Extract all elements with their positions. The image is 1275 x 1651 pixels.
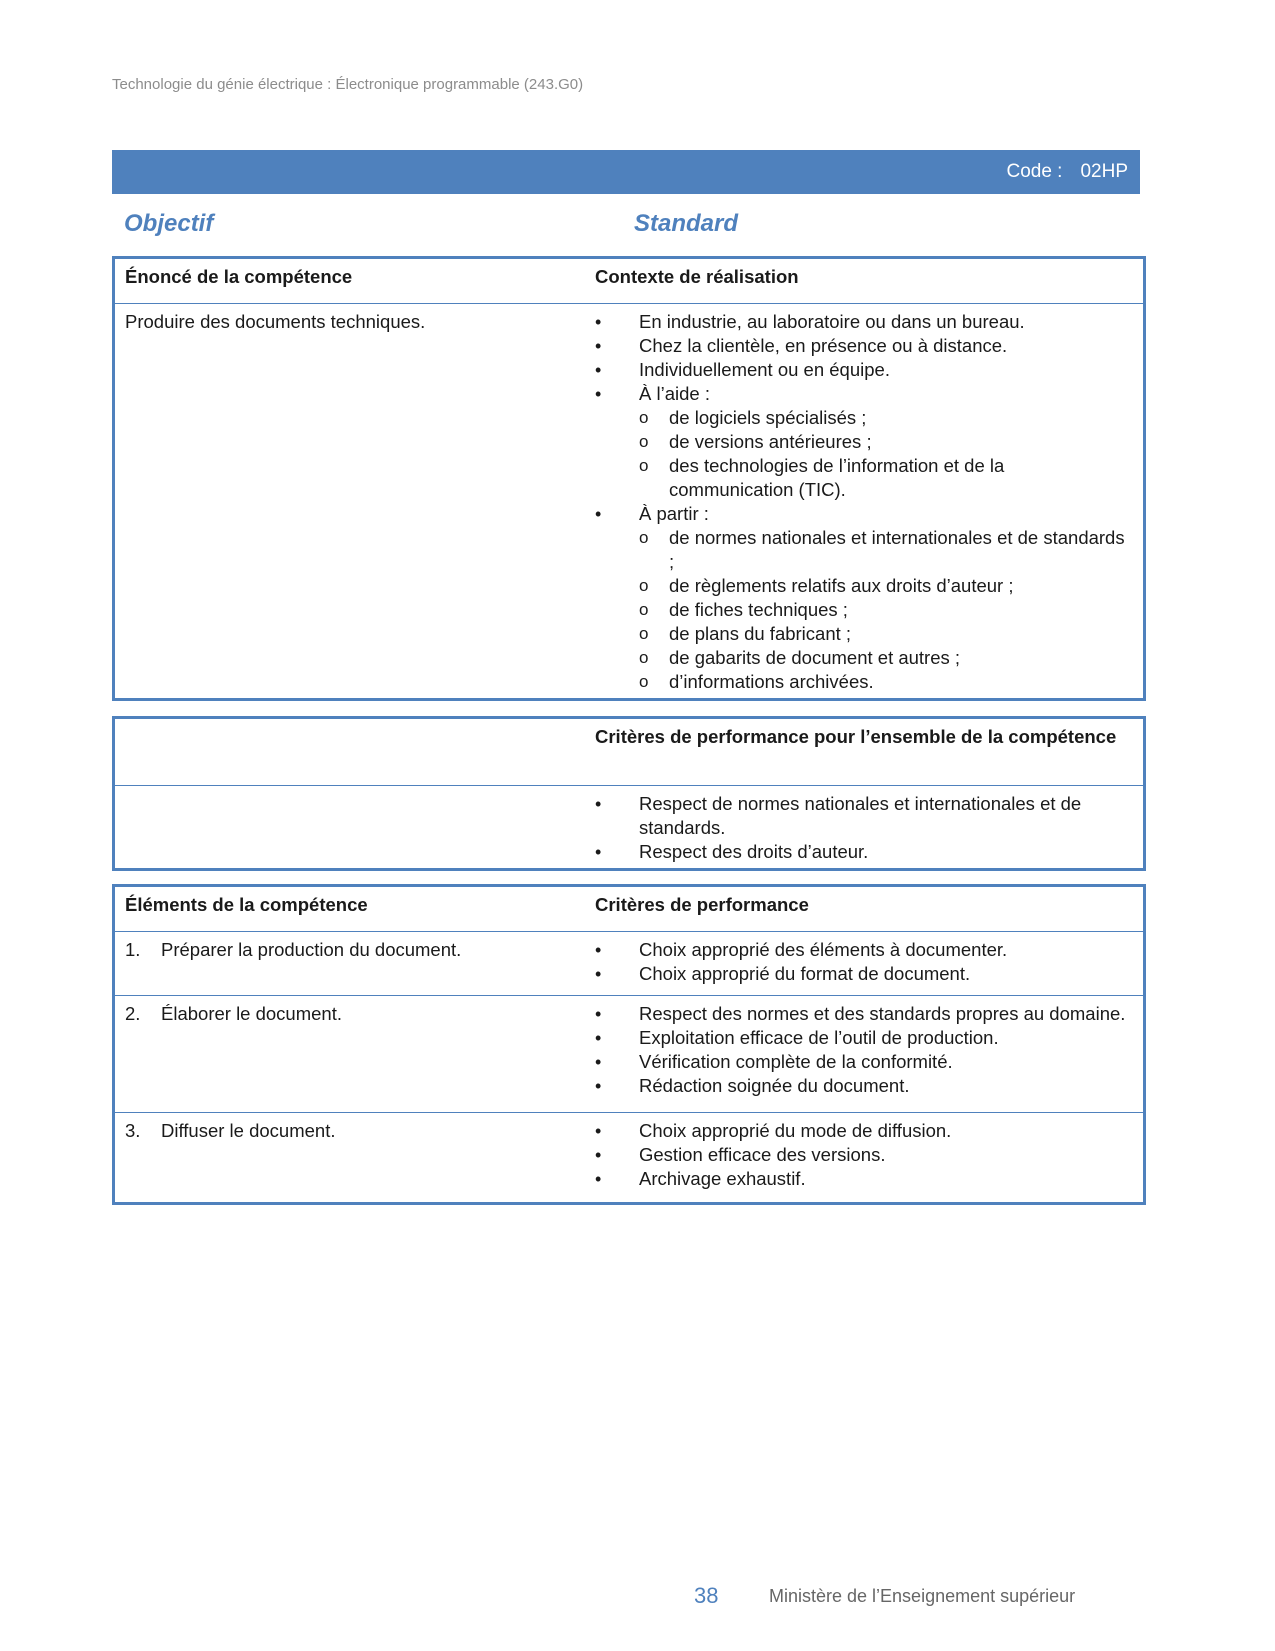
code-banner	[112, 150, 1140, 194]
global-criteria-body-row	[114, 786, 1145, 870]
global-criteria-table	[112, 716, 1146, 871]
section-objective: Objectif	[124, 210, 214, 237]
list-item: • Gestion efficace des versions.	[595, 1143, 1133, 1167]
sub-list-item: o de plans du fabricant ;	[639, 622, 1133, 646]
competence-statement-header: Énoncé de la compétence	[125, 266, 353, 287]
competence-table	[112, 256, 1146, 701]
list-item: • Exploitation efficace de l’outil de production.	[595, 1026, 1133, 1050]
list-item: • Respect des droits d’auteur.	[595, 840, 1133, 864]
list-item	[595, 502, 1133, 694]
global-criteria-header-row	[114, 718, 1145, 786]
global-criteria-cell	[585, 786, 1145, 870]
table-row	[114, 932, 1145, 996]
element-cell	[114, 1112, 586, 1203]
list-item: • Choix approprié du mode de diffusion.	[595, 1119, 1133, 1143]
element-number: 3.	[125, 1119, 141, 1141]
criteria-cell	[585, 996, 1145, 1112]
sub-list-item: o de règlements relatifs aux droits d’auteur ;	[639, 574, 1133, 598]
ministry-name: Ministère de l’Enseignement supérieur	[769, 1586, 1076, 1606]
competency-code	[1006, 161, 1128, 183]
list-item: • Choix approprié des éléments à documenter.	[595, 938, 1133, 962]
elements-table	[112, 884, 1146, 1205]
global-criteria-header: Critères de performance pour l’ensemble de la compétence	[595, 726, 1117, 747]
list-item: • Individuellement ou en équipe.	[595, 358, 1133, 382]
competence-statement: Produire des documents techniques.	[114, 304, 586, 700]
sub-list-item: o de fiches techniques ;	[639, 598, 1133, 622]
sub-list-item: o de gabarits de document et autres ;	[639, 646, 1133, 670]
list-item	[595, 382, 1133, 502]
criteria-header: Critères de performance	[595, 894, 809, 915]
criteria-list	[595, 938, 1133, 986]
aide-sublist	[639, 406, 1133, 502]
sub-list-item: o de normes nationales et internationales et de standards ;	[639, 526, 1133, 574]
table-row	[114, 996, 1145, 1112]
elements-table-header-row	[114, 886, 1145, 932]
list-item: • Chez la clientèle, en présence ou à distance.	[595, 334, 1133, 358]
element-text: Diffuser le document.	[161, 1119, 336, 1141]
empty-cell	[114, 718, 586, 786]
sub-list-item: o de logiciels spécialisés ;	[639, 406, 1133, 430]
list-item: • Respect de normes nationales et internationales et de standards.	[595, 792, 1133, 840]
criteria-cell	[585, 932, 1145, 996]
sub-list-item: o d’informations archivées.	[639, 670, 1133, 694]
table-row	[114, 1112, 1145, 1203]
code-label: Code :	[1006, 161, 1063, 182]
competence-table-body-row	[114, 304, 1145, 700]
criteria-list	[595, 1002, 1133, 1098]
list-item-label: À l’aide :	[639, 383, 710, 404]
element-cell	[114, 932, 586, 996]
list-item: • En industrie, au laboratoire ou dans un bureau.	[595, 310, 1133, 334]
global-criteria-list	[595, 792, 1133, 864]
context-header: Contexte de réalisation	[595, 266, 799, 287]
list-item: • Respect des normes et des standards propres au domaine.	[595, 1002, 1133, 1026]
partir-sublist	[639, 526, 1133, 694]
criteria-list	[595, 1119, 1133, 1191]
competence-table-header-row	[114, 258, 1145, 304]
context-cell	[585, 304, 1145, 700]
list-item-label: À partir :	[639, 503, 709, 524]
program-title: Technologie du génie électrique : Électronique programmable (243.G0)	[112, 76, 584, 93]
section-standard: Standard	[634, 210, 739, 237]
element-number: 2.	[125, 1003, 141, 1025]
page-number: 38	[694, 1583, 719, 1608]
list-item: • Rédaction soignée du document.	[595, 1074, 1133, 1098]
list-item: • Vérification complète de la conformité.	[595, 1050, 1133, 1074]
empty-cell	[114, 786, 586, 870]
element-number: 1.	[125, 939, 141, 960]
element-text: Préparer la production du document.	[161, 939, 462, 960]
code-value: 02HP	[1080, 161, 1128, 182]
list-item: • Choix approprié du format de document.	[595, 962, 1133, 986]
list-item: • Archivage exhaustif.	[595, 1167, 1133, 1191]
element-cell	[114, 996, 586, 1112]
sub-list-item: o de versions antérieures ;	[639, 430, 1133, 454]
criteria-cell	[585, 1112, 1145, 1203]
elements-header: Éléments de la compétence	[125, 894, 368, 915]
context-list	[595, 310, 1133, 694]
sub-list-item: o des technologies de l’information et de la communication (TIC).	[639, 454, 1133, 502]
element-text: Élaborer le document.	[161, 1003, 342, 1025]
